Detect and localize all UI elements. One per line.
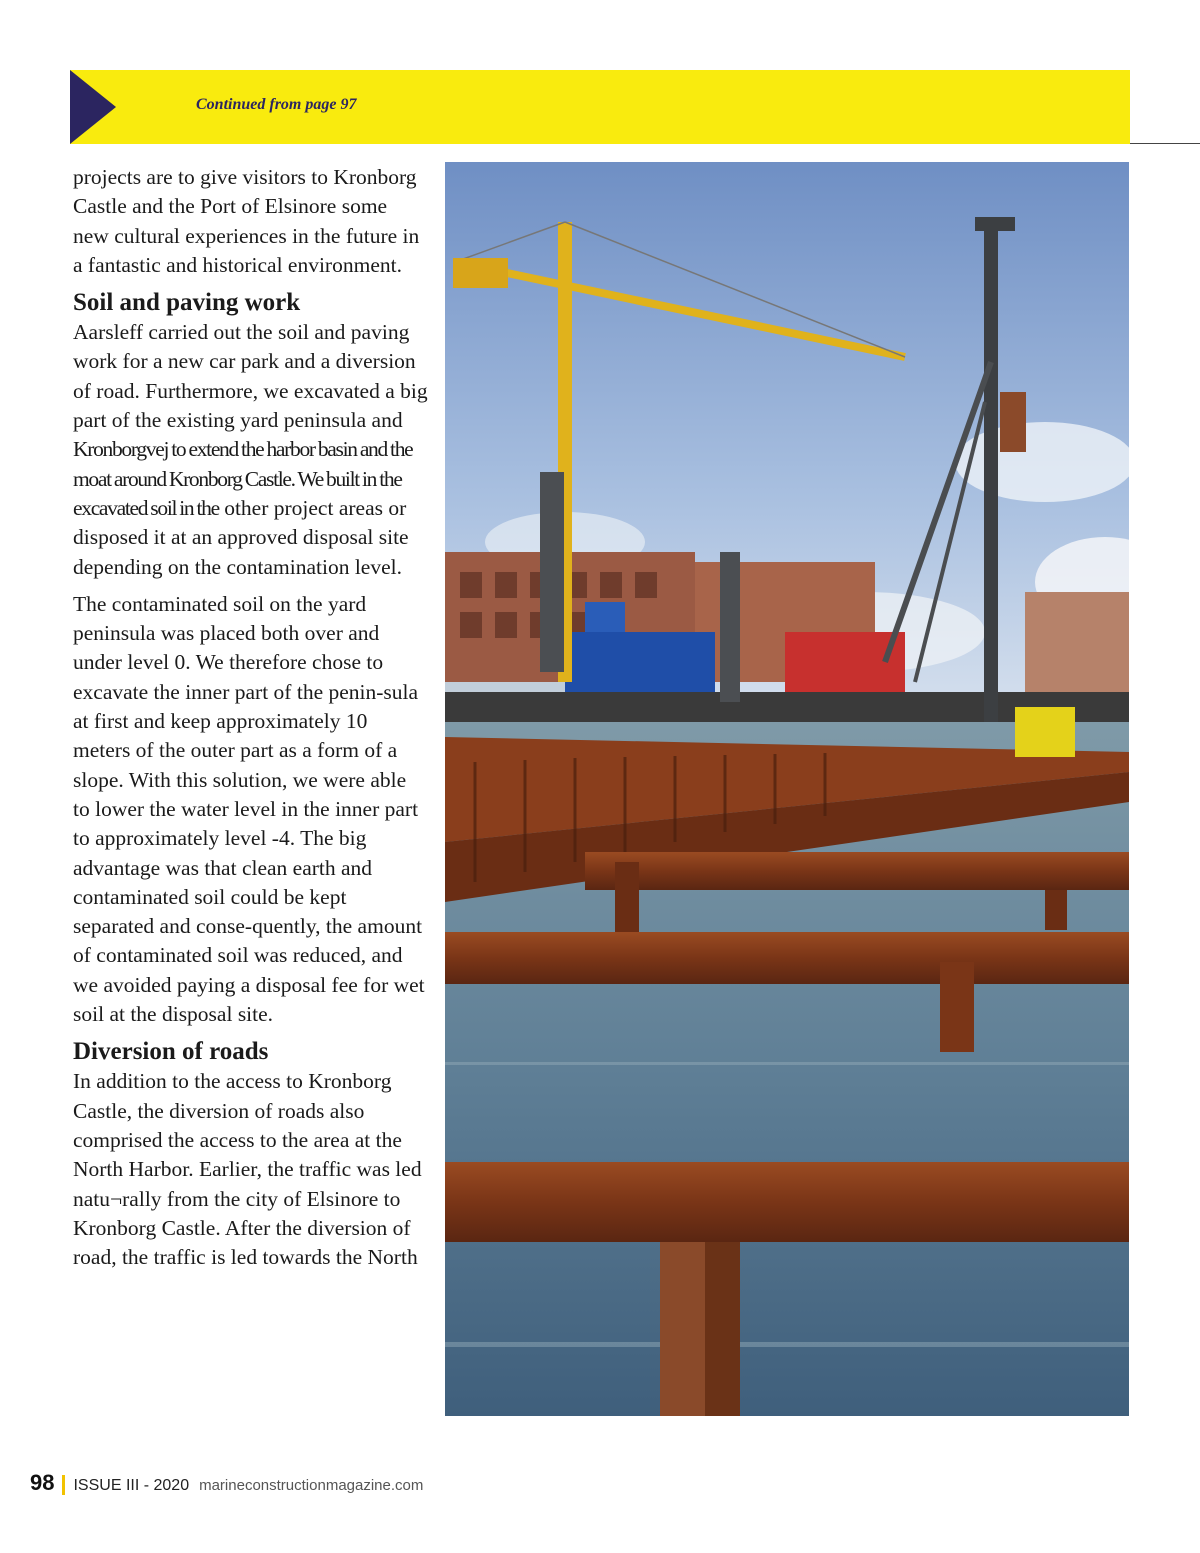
page-footer (30, 1470, 423, 1500)
soil-paragraph-1-end: other project areas or disposed it at an approved disposal site depending on the contamination level. (73, 495, 409, 579)
soil-paragraph-1-start: Aarsleff carried out the soil and paving work for a new car park and a diversion of road. Furthermore, we excavated a big part of the existing yard peninsula and (73, 320, 428, 433)
roads-paragraph-1: In addition to the access to Kronborg Castle, the diversion of roads also comprised the access to the area at the North Harbor. Earlier, the traffic was led natu¬rally from the city of Elsinore to Kronborg Castle. After the diversion of road, the traffic is led towards the North (73, 1069, 422, 1270)
soil-paragraph-2: The contaminated soil on the yard peninsula was placed both over and under level 0. We therefore chose to excavate the inner part of the penin-sula at first and keep approximately 10 meters of the outer part as a form of a slope. With this solution, we were able to lower the water level in the inner part to approximately level -4. The big advantage was that clean earth and contaminated soil could be kept separated and conse-quently, the amount of contaminated soil was reduced, and we avoided paying a disposal fee for wet soil at the disposal site. (73, 591, 425, 1027)
triangle-arrow-icon (70, 70, 116, 144)
issue-label: ISSUE III - 2020 (73, 1477, 190, 1494)
photo-illustration (445, 162, 1129, 1416)
page-number: 98 (30, 1470, 55, 1495)
harbor-construction-photo (445, 162, 1129, 1416)
article-column (73, 163, 428, 1272)
section-heading-soil: Soil and paving work (73, 289, 301, 317)
continued-from-label: Continued from page 97 (196, 96, 357, 113)
soil-paragraph-1-condensed: Kronborgvej to extend the harbor basin and the moat around Kronborg Castle. We built in the excavated soil in the (73, 437, 413, 520)
soil-paragraph-1 (73, 318, 428, 582)
footer-separator (62, 1475, 65, 1495)
website-label: marineconstructionmagazine.com (199, 1477, 424, 1494)
banner-rule (1130, 143, 1200, 144)
section-heading-roads: Diversion of roads (73, 1038, 269, 1066)
intro-paragraph: projects are to give visitors to Kronborg Castle and the Port of Elsinore some new cultural experiences in the future in a fantastic and historical environment. (73, 165, 420, 277)
